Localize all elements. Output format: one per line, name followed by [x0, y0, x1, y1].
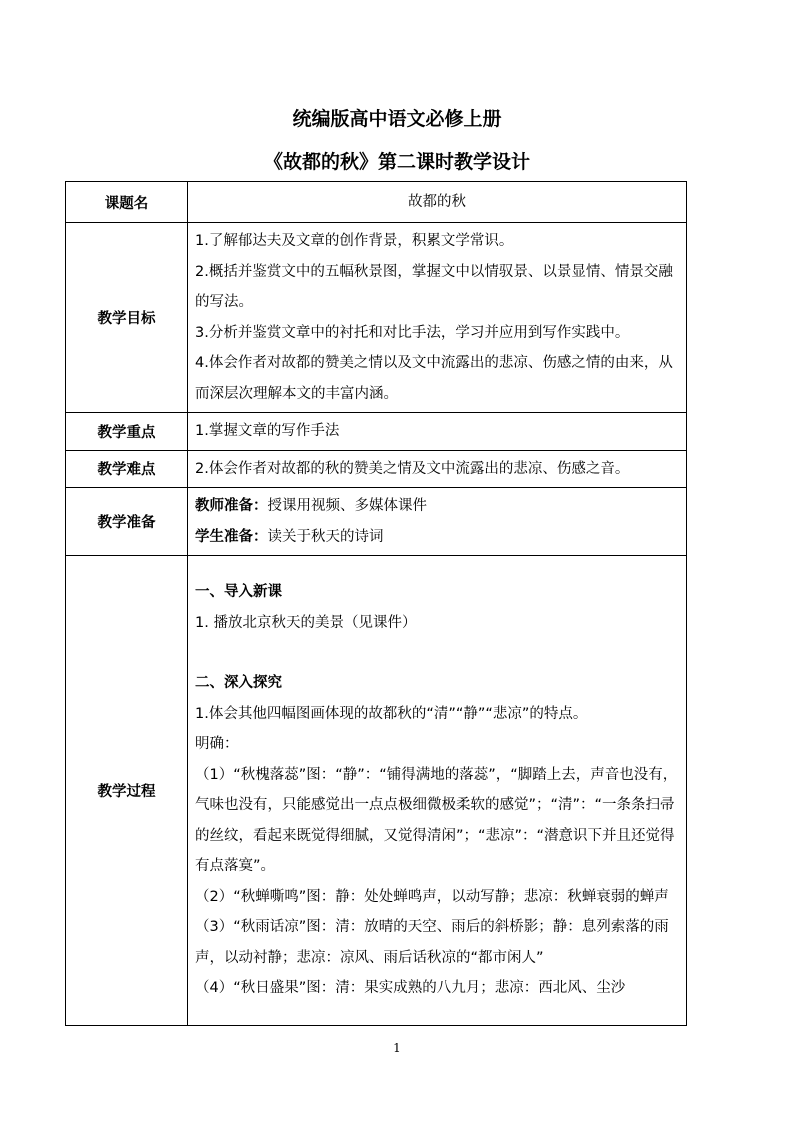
teacher-preparation-value: 授课用视频、多媒体课件 — [267, 498, 427, 514]
document-subtitle: 《故都的秋》第二课时教学设计 — [263, 151, 530, 173]
topic-label: 课题名 — [66, 182, 188, 223]
preparation-content — [188, 488, 687, 556]
lesson-plan-table — [65, 181, 687, 1026]
table-row-preparation — [66, 488, 687, 556]
preparation-label: 教学准备 — [66, 488, 188, 556]
section-heading: 一、导入新课 — [195, 584, 282, 601]
student-preparation — [195, 522, 679, 553]
analysis-point: （4）“秋日盛果”图：清：果实成熟的八九月；悲凉：西北风、尘沙 — [195, 980, 626, 997]
table-row-process — [66, 556, 687, 1026]
page-number: 1 — [393, 1041, 401, 1055]
table-row-objectives — [66, 223, 687, 413]
objective-item: 1.了解郁达夫及文章的创作背景，积累文学常识。 — [195, 233, 514, 249]
analysis-point: （1）“秋槐落蕊”图：“静”：“铺得满地的落蕊”，“脚踏上去，声音也没有，气味也没有，只能感觉出一点点极细微极柔软的感觉”；“清”：“一条条扫帚的丝纹，看起来既觉得细腻，又觉得清闲”；“悲凉”：“潜意识下并且还觉得有点落寞”。 — [195, 766, 678, 875]
difficulty-label: 教学难点 — [66, 450, 188, 488]
clarify-label: 明确： — [195, 736, 239, 753]
section-item: 1.体会其他四幅图画体现的故都秋的“清”“静”“悲凉”的特点。 — [195, 705, 588, 722]
topic-value: 故都的秋 — [188, 182, 687, 223]
difficulty-value: 2.体会作者对故都的秋的赞美之情及文中流露出的悲凉、伤感之音。 — [188, 450, 687, 488]
section-heading: 二、深入探究 — [195, 675, 282, 692]
student-preparation-label: 学生准备： — [195, 528, 268, 545]
process-label: 教学过程 — [66, 556, 188, 1026]
table-row-key-point — [66, 413, 687, 451]
document-title: 统编版高中语文必修上册 — [292, 108, 502, 130]
section-item: 1. 播放北京秋天的美景（见课件） — [195, 614, 417, 631]
table-row-topic — [66, 182, 687, 223]
analysis-point: （2）“秋蝉嘶鸣”图：静：处处蝉鸣声，以动写静；悲凉：秋蝉衰弱的蝉声 — [195, 888, 669, 905]
objective-item: 4.体会作者对故都的赞美之情以及文中流露出的悲凉、伤感之情的由来，从而深层次理解本文的丰富内涵。 — [195, 355, 673, 402]
objectives-content — [188, 223, 687, 413]
spacer — [195, 638, 679, 668]
key-point-label: 教学重点 — [66, 413, 188, 451]
process-content — [188, 556, 687, 1026]
table-row-difficulty — [66, 450, 687, 488]
objectives-label: 教学目标 — [66, 223, 188, 413]
student-preparation-value: 读关于秋天的诗词 — [267, 528, 384, 545]
teacher-preparation-label: 教师准备： — [195, 498, 268, 514]
analysis-point: （3）“秋雨话凉”图：清：放晴的天空、雨后的斜桥影；静：息列索落的雨声，以动衬静；悲凉：凉风、雨后话秋凉的“都市闲人” — [195, 919, 669, 966]
objective-item: 2.概括并鉴赏文中的五幅秋景图，掌握文中以情驭景、以景显情、情景交融的写法。 — [195, 263, 673, 310]
key-point-value: 1.掌握文章的写作手法 — [188, 413, 687, 451]
objective-item: 3.分析并鉴赏文章中的衬托和对比手法，学习并应用到写作实践中。 — [195, 324, 630, 341]
teacher-preparation — [195, 491, 679, 522]
